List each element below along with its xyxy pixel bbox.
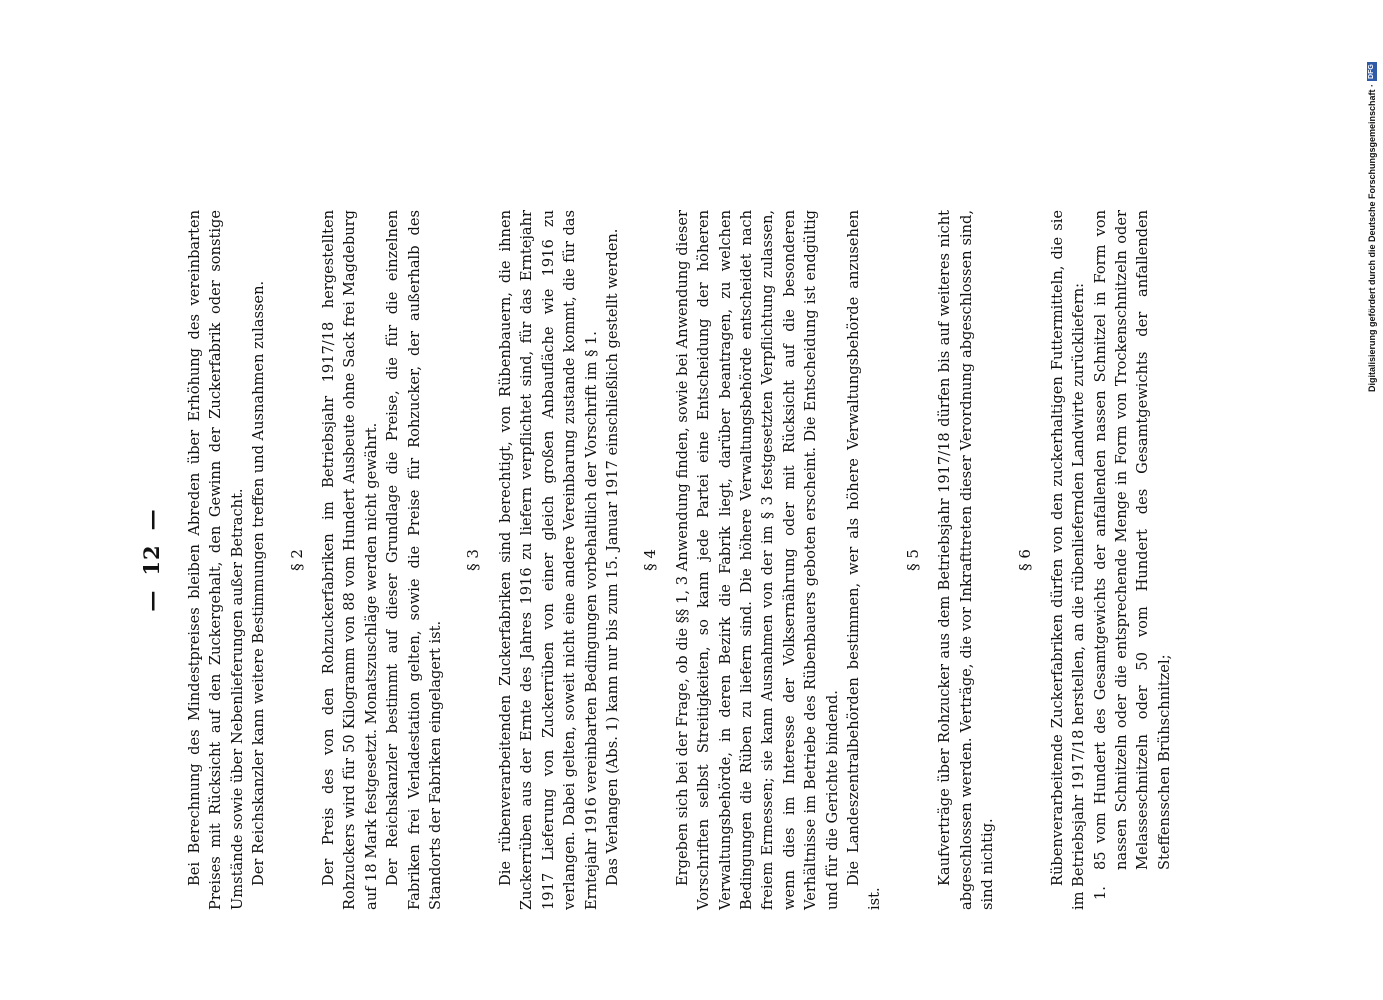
list-item-number: 1. [1091, 886, 1109, 900]
paragraph: Der Reichskanzler bestimmt auf dieser Grundlage die Preise, die für die einzelnen Fabriken frei Verladestation gelten, sowie die Preise für Rohzucker, der außerhalb des Standorts der Fabriken eingelagert ist. [384, 210, 445, 910]
list-item [1090, 210, 1176, 910]
paragraph: Die Landeszentralbehörden bestimmen, wer als höhere Verwaltungsbehörde anzusehen ist. [844, 210, 884, 910]
section-heading: § 2 [287, 549, 306, 571]
section-heading: § 5 [903, 549, 922, 571]
section-heading: § 6 [1016, 549, 1035, 571]
paragraph: Die rübenverarbeitenden Zuckerfabriken sind berechtigt, von Rübenbauern, die ihnen Zuckerrüben aus der Ernte des Jahres 1916 zu liefern verpflichtet sind, für das Erntejahr 1917 Lieferung von Zuckerrüben von einer gleich großen Anbaufläche wie 1916 zu verlangen. Dabei gelten, soweit nicht eine andere Vereinbarung zustande kommt, die für das Erntejahr 1916 vereinbarten Bedingungen vorbehaltlich der Vorschrift im § 1. [496, 210, 600, 910]
page-number-dash-left: — [139, 589, 164, 612]
page-number: 12 [139, 544, 164, 576]
paragraph: Bei Berechnung des Mindestpreises bleiben Abreden über Erhöhung des vereinbarten Preises mit Rücksicht auf den Zuckergehalt, den Gewinn der Zuckerfabrik oder sonstige Umstände sowie über Nebenlieferungen außer Betracht. [186, 210, 246, 910]
section-heading: § 3 [464, 549, 483, 571]
dfg-logo: DFG [1368, 64, 1375, 79]
credit-text: Digitalisierung gefördert durch die Deutsche Forschungsgemeinschaft · [1367, 83, 1377, 392]
paragraph: Kaufverträge über Rohzucker aus dem Betriebsjahr 1917/18 dürfen bis auf weiteres nicht abgeschlossen werden. Verträge, die vor Inkrafttreten dieser Verordnung abgeschlossen sind, sind nichtig. [936, 210, 996, 910]
paragraph: Der Reichskanzler kann weitere Bestimmungen treffen und Ausnahmen zulassen. [250, 280, 268, 886]
paragraph: Das Verlangen (Abs. 1) kann nur bis zum 15. Januar 1917 einschließlich gestellt werden. [603, 228, 621, 886]
paragraph: Rübenverarbeitende Zuckerfabriken dürfen von den zuckerhaltigen Futtermitteln, die sie im Betriebsjahr 1917/18 herstellen, an die rübenliefernden Landwirte zurückliefern: [1048, 210, 1088, 910]
list-item-text: 85 vom Hundert des Gesamtgewichts der anfallenden nassen Schnitzel in Form von nassen Schnitzeln oder die entsprechende Menge in Form von Trockenschnitzeln oder Melasseschnitzeln oder 50 vom Hundert des Gesamtgewichts der anfallenden Steffensschen Brühschnitzel; [1091, 210, 1173, 870]
paragraph: Der Preis des von den Rohzuckerfabriken im Betriebsjahr 1917/18 hergestellten Rohzuckers wird für 50 Kilogramm von 88 vom Hundert Ausbeute ohne Sack frei Magdeburg auf 18 Mark festgesetzt. Monatszuschläge werden nicht gewährt. [320, 210, 380, 910]
section-heading: § 4 [641, 549, 660, 571]
document-page [139, 200, 1173, 920]
document-body [184, 210, 1175, 910]
paragraph: Ergeben sich bei der Frage, ob die §§ 1, 3 Anwendung finden, sowie bei Anwendung dieser Vorschriften selbst Streitigkeiten, so kann jede Partei eine Entscheidung der höheren Verwaltungsbehörde, in deren Bezirk die Fabrik liegt, darüber beantragen, zu welchen Bedingungen die Rüben zu liefern sind. Die höhere Verwaltungsbehörde entscheidet nach freiem Ermessen; sie kann Ausnahmen von der im § 3 festgesetzten Verpflichtung zulassen, wenn dies im Interesse der Volksernährung oder mit Rücksicht auf die besonderen Verhältnisse im Betriebe des Rübenbauers geboten erscheint. Die Entscheidung ist endgültig und für die Gerichte bindend. [673, 210, 841, 910]
page-header [140, 200, 164, 920]
page-number-dash-right: — [139, 508, 164, 531]
